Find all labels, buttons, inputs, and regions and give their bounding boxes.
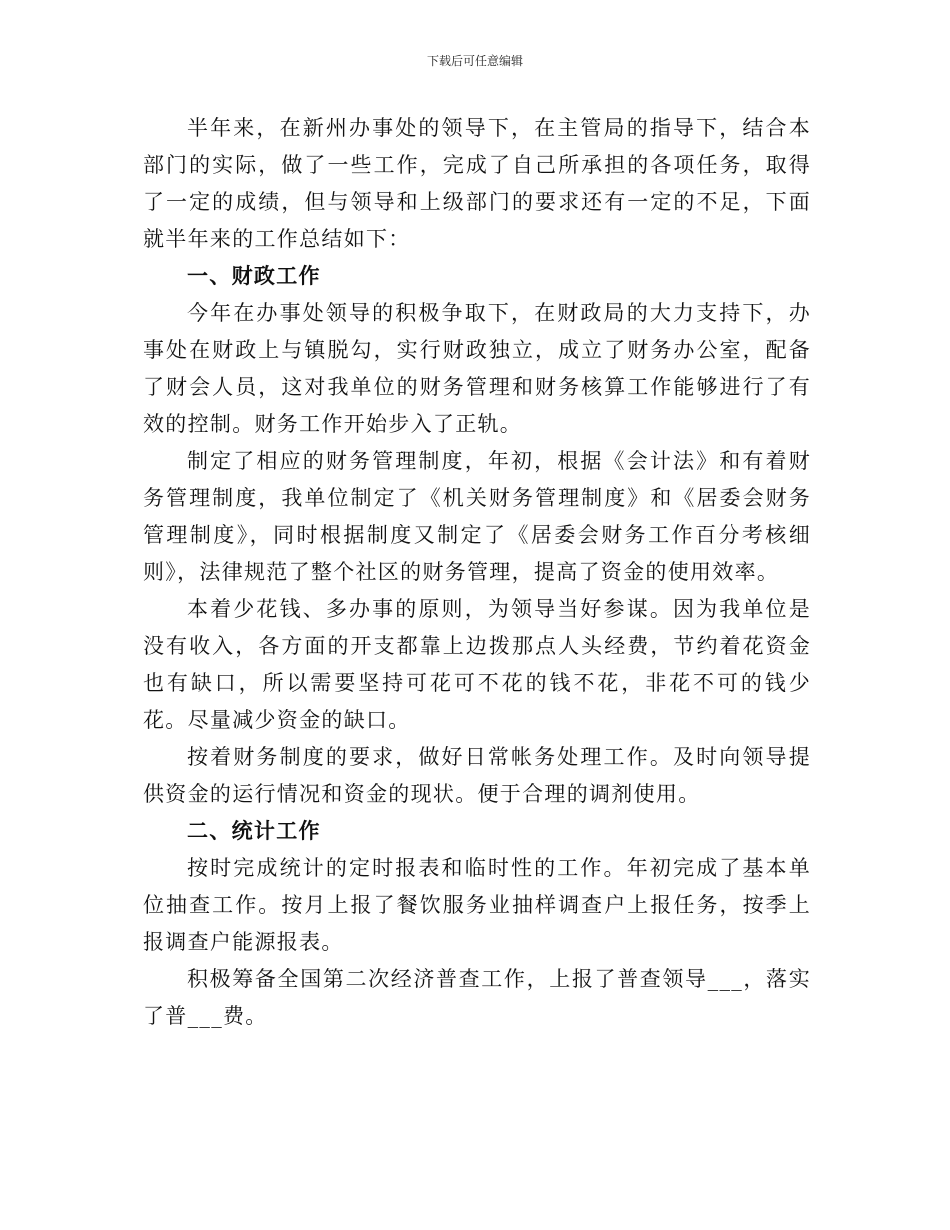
paragraph-finance-4: 按着财务制度的要求，做好日常帐务处理工作。及时向领导提供资金的运行情况和资金的现状。便于合理的调剂使用。	[143, 745, 811, 806]
paragraph-finance-2: 制定了相应的财务管理制度，年初，根据《会计法》和有着财务管理制度，我单位制定了《机关财务管理制度》和《居委会财务管理制度》，同时根据制度又制定了《居委会财务工作百分考核细则》，法律规范了整个社区的财务管理，提高了资金的使用效率。	[143, 449, 811, 584]
document-body	[143, 110, 811, 1035]
paragraph-intro: 半年来，在新州办事处的领导下，在主管局的指导下，结合本部门的实际，做了一些工作，完成了自己所承担的各项任务，取得了一定的成绩，但与领导和上级部门的要求还有一定的不足，下面就半年来的工作总结如下：	[143, 116, 811, 251]
header-note: 下载后可任意编辑	[426, 54, 523, 68]
paragraph-finance-3: 本着少花钱、多办事的原则，为领导当好参谋。因为我单位是没有收入，各方面的开支都靠上边拨那点人头经费，节约着花资金也有缺口，所以需要坚持可花可不花的钱不花，非花不可的钱少花。尽量减少资金的缺口。	[143, 597, 811, 732]
section-heading-statistics: 二、统计工作	[187, 819, 321, 843]
paragraph-statistics-2: 积极筹备全国第二次经济普查工作，上报了普查领导___，落实了普___费。	[143, 967, 811, 1028]
paragraph-statistics-1: 按时完成统计的定时报表和临时性的工作。年初完成了基本单位抽查工作。按月上报了餐饮服务业抽样调查户上报任务，按季上报调查户能源报表。	[143, 856, 811, 954]
section-heading-finance: 一、财政工作	[187, 264, 321, 288]
paragraph-finance-1: 今年在办事处领导的积极争取下，在财政局的大力支持下，办事处在财政上与镇脱勾，实行财政独立，成立了财务办公室，配备了财会人员，这对我单位的财务管理和财务核算工作能够进行了有效的控制。财务工作开始步入了正轨。	[143, 301, 811, 436]
